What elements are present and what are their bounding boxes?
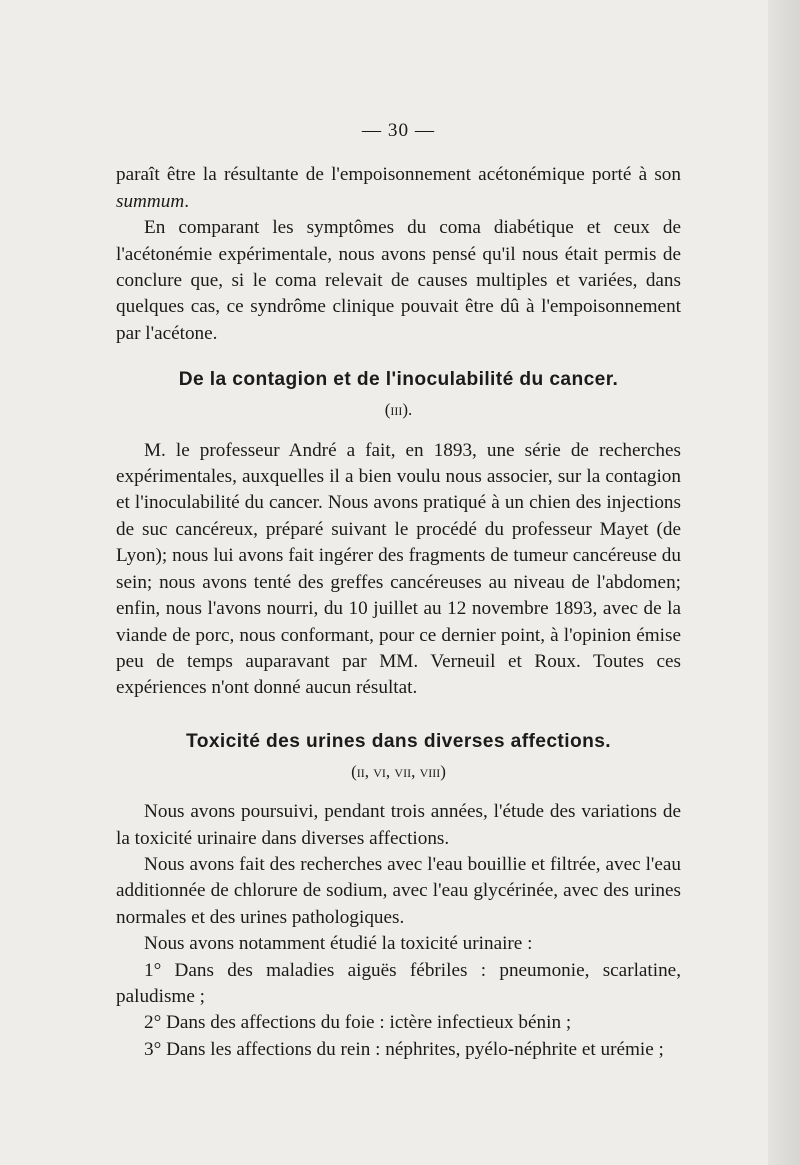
paragraph-cancer: M. le professeur André a fait, en 1893, une série de recherches expérimentales, auxquelles il a bien voulu nous associer, sur la contagion et l'inoculabilité du cancer. Nous avons pratiqué à un chien des injections de suc cancéreux, préparé suivant le procédé du professeur Mayet (de Lyon); nous lui avons fait ingérer des fragments de tumeur cancéreuse du sein; nous avons tenté des greffes cancéreuses au niveau de l'abdomen; enfin, nous l'avons nourri, du 10 juillet au 12 novembre 1893, avec de la viande de porc, nous conformant, pour ce dernier point, à l'opinion émise peu de temps auparavant par MM. Verneuil et Roux. Toutes ces expériences n'ont donné aucun résultat. [116, 439, 681, 699]
paragraph-end-punct: . [184, 190, 190, 212]
section-refs-cancer: (iii). [384, 400, 413, 420]
list-item: 2° Dans des affections du foie : ictère infectieux bénin ; [144, 1012, 572, 1034]
page-text [116, 118, 681, 1063]
paragraph-urines-1: Nous avons poursuivi, pendant trois années, l'étude des variations de la toxicité urinaire dans diverses affections. [116, 801, 681, 849]
paragraph-coma: En comparant les symptômes du coma diabétique et ceux de l'acétonémie expérimentale, nous avons pensé qu'il nous était permis de conclure que, si le coma relevait de causes multiples et variées, dans quelques cas, ce syndrôme clinique pouvait être dû à l'empoisonnement par l'acétone. [116, 217, 681, 344]
section-heading-urines: Toxicité des urines dans diverses affections. [186, 730, 611, 752]
page-edge-shadow [768, 0, 800, 1165]
list-item: 3° Dans les affections du rein : néphrites, pyélo-néphrite et urémie ; [144, 1038, 664, 1060]
list-item: 1° Dans des maladies aiguës fébriles : pneumonie, scarlatine, paludisme ; [116, 959, 681, 1007]
paragraph-continuation [116, 162, 681, 215]
italic-word: summum [116, 190, 185, 212]
paragraph-urines-3: Nous avons notamment étudié la toxicité urinaire : [144, 933, 533, 955]
section-heading-cancer: De la contagion et de l'inoculabilité du cancer. [178, 369, 619, 391]
section-refs-urines: (ii, vi, vii, viii) [351, 761, 446, 781]
page-number: — 30 — [361, 120, 436, 141]
paragraph-continuation-text: paraît être la résultante de l'empoisonnement acétonémique porté à son [116, 164, 681, 186]
paragraph-urines-2: Nous avons fait des recherches avec l'eau bouillie et filtrée, avec l'eau additionnée de chlorure de sodium, avec l'eau glycérinée, avec des urines normales et des urines pathologiques. [116, 853, 681, 928]
